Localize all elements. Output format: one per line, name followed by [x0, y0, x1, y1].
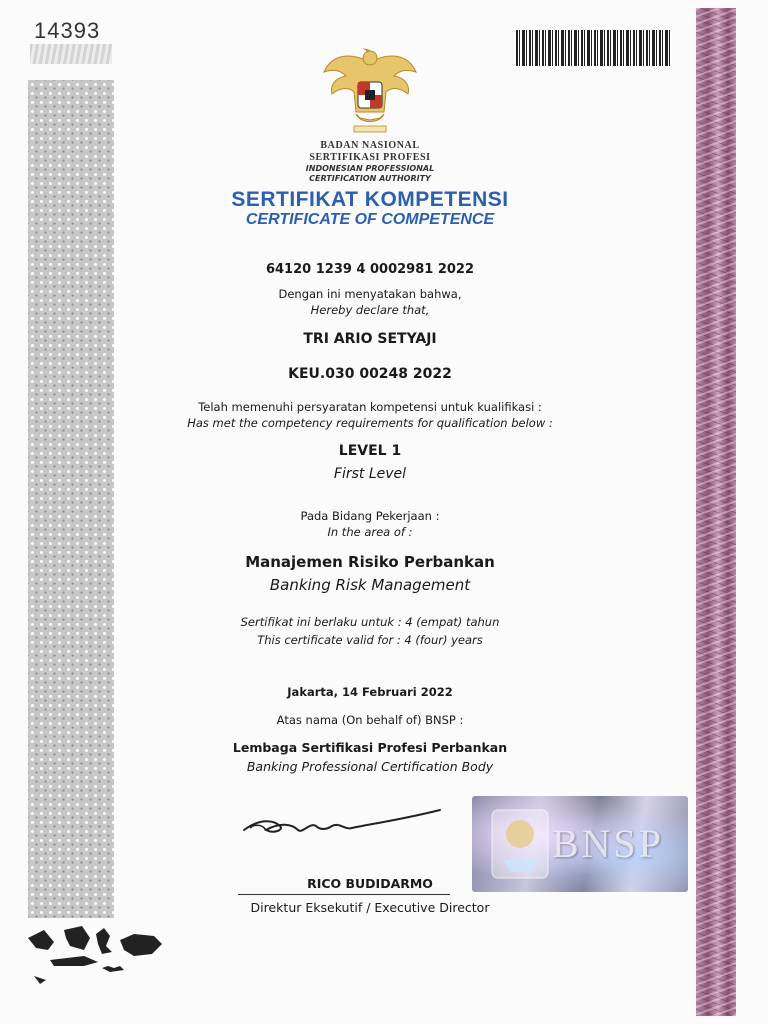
security-dot-strip	[28, 80, 114, 918]
certificate-title-en: CERTIFICATE OF COMPETENCE	[245, 211, 495, 228]
org-name-en-line1: INDONESIAN PROFESSIONAL	[305, 164, 435, 173]
indonesia-map-icon	[24, 920, 164, 990]
declaration-text-en: Hereby declare that,	[310, 303, 430, 317]
area-intro-text-en: In the area of :	[327, 525, 413, 539]
certificate-number: 64120 1239 4 0002981 2022	[265, 262, 475, 277]
signatory-title: Direktur Eksekutif / Executive Director	[250, 900, 490, 915]
serial-security-band	[30, 44, 112, 64]
hologram-badge-icon	[490, 808, 550, 880]
serial-number: 14393	[34, 18, 101, 43]
org-name-line1: BADAN NASIONAL	[320, 140, 420, 151]
signatory-name: RICO BUDIDARMO	[307, 876, 433, 891]
work-field-en: Banking Risk Management	[269, 576, 471, 594]
issuer-name-en: Banking Professional Certification Body	[246, 759, 494, 774]
org-name-line2: SERTIFIKASI PROFESI	[309, 152, 431, 163]
on-behalf-text: Atas nama (On behalf of) BNSP :	[276, 713, 464, 727]
holder-name: TRI ARIO SETYAJI	[303, 331, 437, 347]
certificate-title: SERTIFIKAT KOMPETENSI	[231, 188, 509, 211]
area-intro-text: Pada Bidang Pekerjaan :	[300, 509, 440, 523]
guilloche-border	[696, 8, 736, 1016]
place-date: Jakarta, 14 Februari 2022	[287, 685, 453, 699]
validity-text: Sertifikat ini berlaku untuk : 4 (empat) tahun	[240, 615, 500, 629]
signature-line	[238, 894, 450, 895]
work-field: Manajemen Risiko Perbankan	[245, 553, 495, 571]
garuda-emblem-icon	[320, 42, 420, 138]
hologram-text: BNSP	[551, 821, 664, 866]
registration-number: KEU.030 00248 2022	[288, 366, 452, 382]
qualification-level-en: First Level	[333, 466, 407, 482]
qualification-level: LEVEL 1	[338, 443, 402, 459]
declaration-text: Dengan ini menyatakan bahwa,	[278, 287, 462, 301]
org-name-en-line2: CERTIFICATION AUTHORITY	[309, 174, 431, 183]
barcode	[516, 30, 672, 66]
validity-text-en: This certificate valid for : 4 (four) years	[257, 633, 483, 647]
requirement-text: Telah memenuhi persyaratan kompetensi untuk kualifikasi :	[198, 400, 542, 414]
issuer-name: Lembaga Sertifikasi Profesi Perbankan	[232, 740, 508, 755]
requirement-text-en: Has met the competency requirements for qualification below :	[187, 416, 553, 430]
signature-image	[240, 800, 450, 850]
